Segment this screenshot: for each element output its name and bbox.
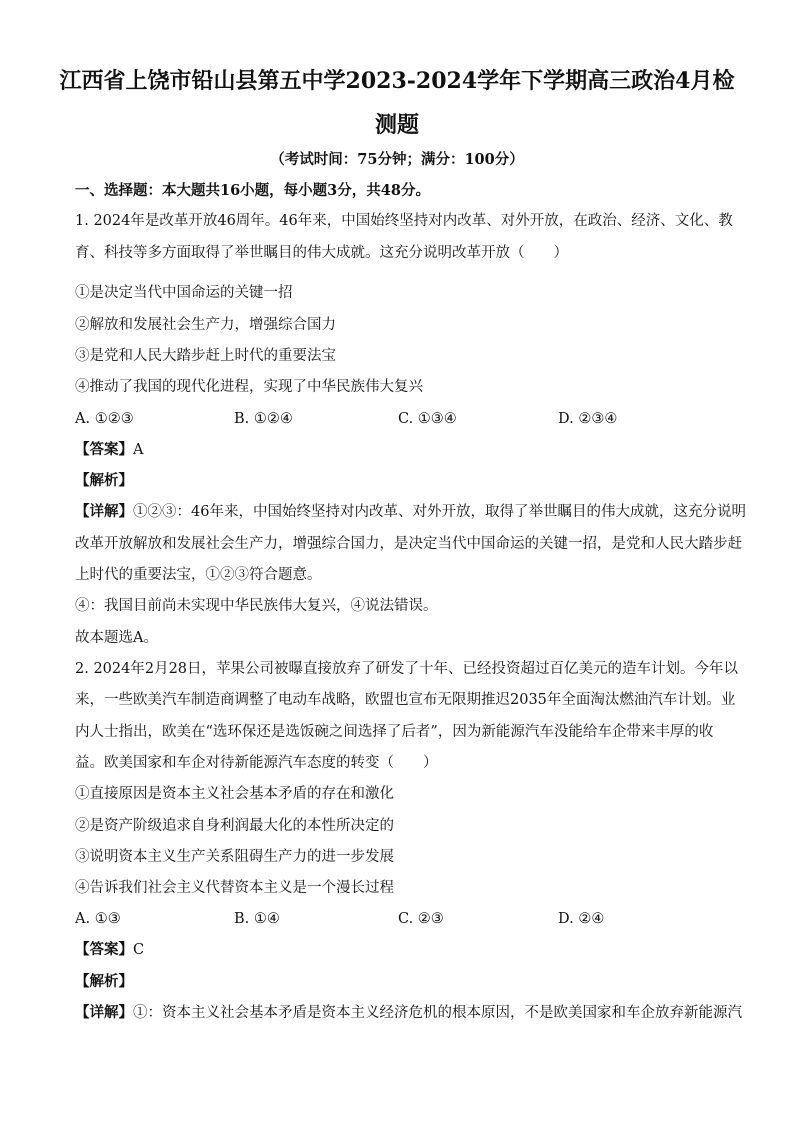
- q2-answer: C: [133, 942, 145, 958]
- q2-detail-tag: 【详解】: [75, 1004, 133, 1021]
- q2-stem-line3: 内人士指出，欧美在“选环保还是选饭碗之间选择了后者”，因为新能源汽车没能给车企带来丰厚的收: [75, 724, 714, 740]
- q1-option-a: A. ①②③: [75, 411, 134, 427]
- q2-analysis-tag: 【解析】: [75, 973, 133, 990]
- q1-detail-row1: [75, 501, 746, 523]
- q2-option-c: C. ②③: [398, 911, 444, 927]
- q1-item-3: ③是党和人民大踏步赶上时代的重要法宝: [75, 348, 336, 364]
- q1-detail-line1: ①②③：46年来，中国始终坚持对内改革、对外开放，取得了举世瞩目的伟大成就，这充分说明: [133, 504, 746, 520]
- exam-title-line1: 江西省上饶市铅山县第五中学2023-2024学年下学期高三政治4月检: [59, 68, 735, 94]
- q2-item-2: ②是资产阶级追求自身利润最大化的本性所决定的: [75, 818, 394, 834]
- q1-answer: A: [133, 442, 144, 458]
- q2-stem-line1: 2. 2024年2月28日，苹果公司被曝直接放弃了研发了十年、已经投资超过百亿美元的造车计划。今年以: [75, 661, 739, 677]
- q1-detail-line3: 上时代的重要法宝，①②③符合题意。: [75, 567, 322, 583]
- q2-answer-tag: 【答案】: [75, 941, 133, 958]
- q1-options: [75, 408, 735, 430]
- q1-analysis-row: [75, 470, 735, 492]
- q2-stem-line4: 益。欧美国家和车企对待新能源汽车态度的转变（ ）: [75, 755, 438, 771]
- q2-answer-row: [75, 939, 735, 961]
- q1-detail-tag: 【详解】: [75, 503, 133, 520]
- q1-option-d: D. ②③④: [558, 411, 618, 427]
- q2-item-4: ④告诉我们社会主义代替资本主义是一个漫长过程: [75, 880, 394, 896]
- section-heading: 一、选择题：本大题共16小题，每小题3分，共48分。: [75, 182, 430, 199]
- q1-conclusion: 故本题选A。: [75, 630, 158, 646]
- q1-stem-line2: 育、科技等多方面取得了举世瞩目的伟大成就。这充分说明改革开放（ ）: [75, 245, 568, 261]
- q1-answer-row: [75, 439, 735, 461]
- q1-option-c: C. ①③④: [398, 411, 457, 427]
- q1-item-2: ②解放和发展社会生产力，增强综合国力: [75, 317, 336, 333]
- q2-option-d: D. ②④: [558, 911, 605, 927]
- q2-stem-line2: 来，一些欧美汽车制造商调整了电动车战略，欧盟也宣布无限期推迟2035年全面淘汰燃油汽车计划。业: [75, 692, 736, 708]
- q2-analysis-row: [75, 971, 735, 993]
- q2-detail-row1: [75, 1002, 742, 1024]
- q2-options: [75, 908, 735, 930]
- q1-item-1: ①是决定当代中国命运的关键一招: [75, 285, 293, 301]
- q2-detail-line1: ①：资本主义社会基本矛盾是资本主义经济危机的根本原因，不是欧美国家和车企放弃新能源汽: [133, 1005, 742, 1021]
- q2-item-3: ③说明资本主义生产关系阻碍生产力的进一步发展: [75, 849, 394, 865]
- q1-stem-line1: 1. 2024年是改革开放46周年。46年来，中国始终坚持对内改革、对外开放，在政治、经济、文化、教: [75, 213, 733, 229]
- q2-option-b: B. ①④: [234, 911, 280, 927]
- q1-detail-line4: ④：我国目前尚未实现中华民族伟大复兴，④说法错误。: [75, 598, 438, 614]
- q2-option-a: A. ①③: [75, 911, 121, 927]
- q1-detail-line2: 改革开放解放和发展社会生产力，增强综合国力，是决定当代中国命运的关键一招，是党和人民大踏步赶: [75, 536, 742, 552]
- exam-info: （考试时间：75分钟；满分：100分）: [270, 151, 524, 168]
- exam-title-line2: 测题: [374, 112, 419, 138]
- q1-option-b: B. ①②④: [234, 411, 293, 427]
- q1-item-4: ④推动了我国的现代化进程，实现了中华民族伟大复兴: [75, 379, 423, 395]
- q1-analysis-tag: 【解析】: [75, 472, 133, 489]
- q2-item-1: ①直接原因是资本主义社会基本矛盾的存在和激化: [75, 786, 394, 802]
- q1-answer-tag: 【答案】: [75, 441, 133, 458]
